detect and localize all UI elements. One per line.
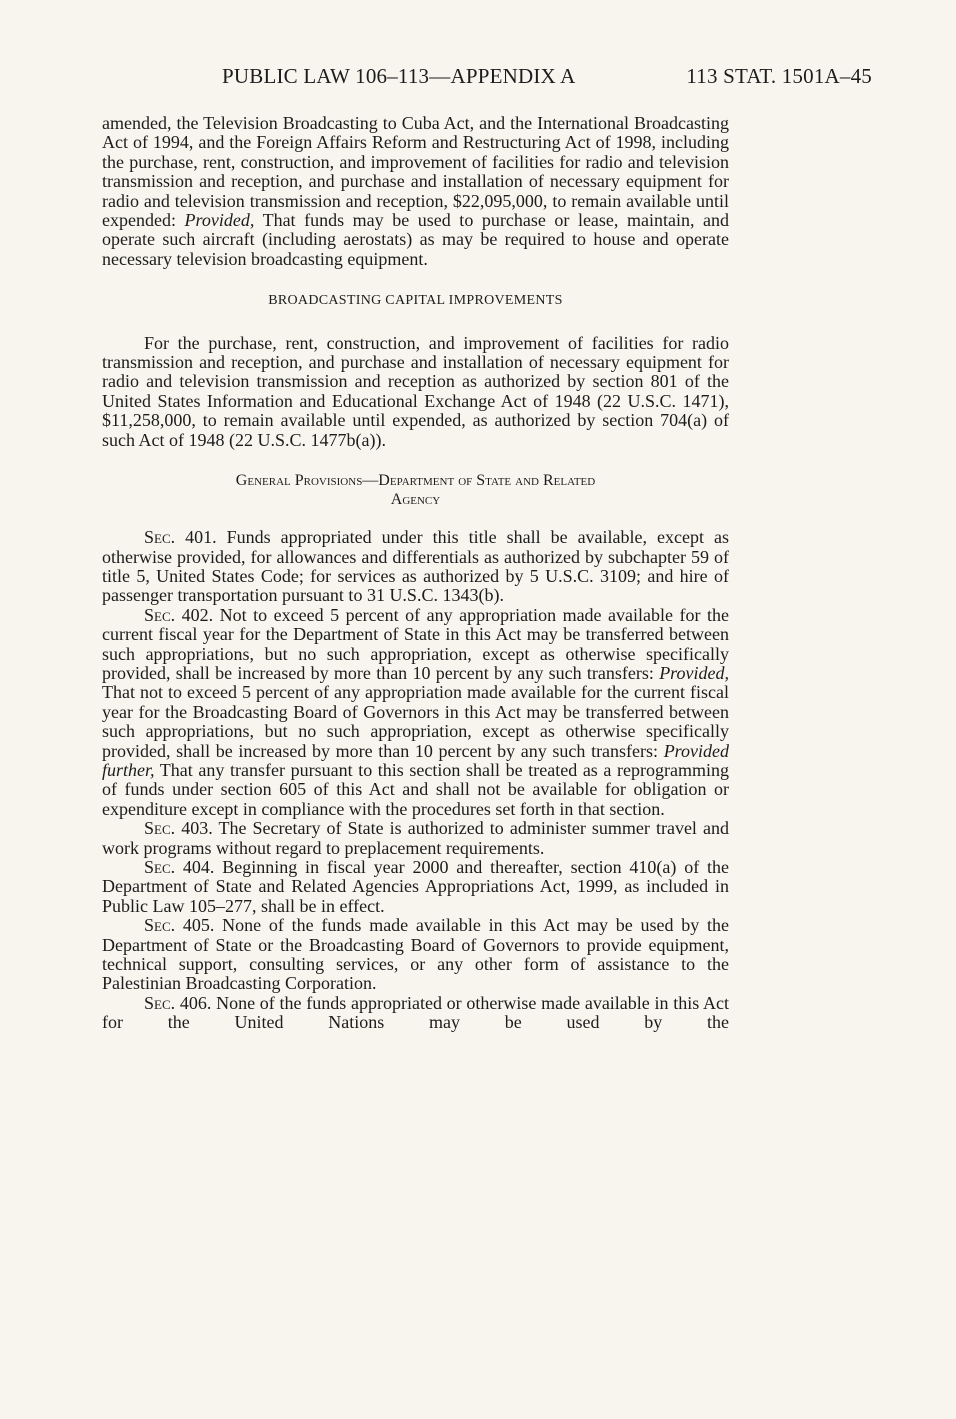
running-header-title: PUBLIC LAW 106–113—APPENDIX A [222,64,576,88]
page-citation: 113 STAT. 1501A–45 [686,64,872,88]
section-text: The Secretary of State is authorized to administer summer travel and work programs without regard to preplacement requirements. [102,818,729,858]
section-text: None of the funds appropriated or otherwise made available in this Act for the United Nations may be used by the [102,992,729,1033]
paragraph-text: That funds may be used to purchase or lease, maintain, and operate such aircraft (including aerostats) as may be required to house and operate necessary television broadcasting equipment. [102,210,729,269]
section-text: That not to exceed 5 percent of any appropriation made available for the current fiscal year for the Broadcasting Board of Governors in this Act may be transferred between such appropriations, but no such appropriation, except as otherwise specifically provided, shall be increased by more than 10 percent by any such transfers: [102,682,729,761]
paragraph-capital-improvements: For the purchase, rent, construction, and improvement of facilities for radio transmission and reception, and purchase and installation of necessary equipment for radio and television transmission and reception as authorized by section 801 of the United States Information and Educational Exchange Act of 1948 (22 U.S.C. 1471), $11,258,000, to remain available until expended, as authorized by section 704(a) of such Act of 1948 (22 U.S.C. 1477b(a)). [102,332,729,450]
section-heading-capital-improvements: BROADCASTING CAPITAL IMPROVEMENTS [268,293,563,309]
section-label: Sec. 402. [144,604,214,625]
section-label: Sec. 404. [144,857,215,877]
running-header [222,64,872,90]
section-404 [102,858,729,916]
section-text: Beginning in fiscal year 2000 and thereafter, section 410(a) of the Department of State and Related Agencies Appropriations Act, 1999, as included in Public Law 105–277, shall be in effect. [102,857,729,916]
paragraph-continued [102,114,729,269]
section-401 [102,528,729,606]
section-402 [102,606,729,819]
heading-line: General Provisions—Department of State and Related [235,472,596,490]
section-text: Not to exceed 5 percent of any appropriation made available for the current fiscal year for the Department of State in this Act may be transferred between such appropriations, but no such appropriation, except as otherwise specifically provided, shall be increased by more than 10 percent by any such transfers: [102,604,730,683]
section-label: Sec. 401. [144,527,217,548]
section-label: Sec. 405. [144,915,215,936]
section-text: None of the funds made available in this Act may be used by the Department of State or the Broadcasting Board of Governors to provide equipment, technical support, consulting services, or any other form of assistance to the Palestinian Broadcasting Corporation. [102,915,729,994]
page-body [102,114,729,1033]
paragraph-text: amended, the Television Broadcasting to Cuba Act, and the International Broadcasting Act of 1994, and the Foreign Affairs Reform and Restructuring Act of 1998, including the purchase, rent, construction, and improvement of facilities for radio and television transmission and reception, and purchase and installation of necessary equipment for radio and television transmission and reception, $22,095,000, to remain available until expended: [102,113,729,231]
section-406 [102,994,729,1033]
proviso-term: Provided further, [102,740,729,780]
section-heading-general-provisions [102,471,729,509]
section-text: Funds appropriated under this title shall be available, except as otherwise provided, for allowances and differentials as authorized by subchapter 59 of title 5, United States Code; for services as authorized by 5 U.S.C. 3109; and hire of passenger transportation pursuant to 31 U.S.C. 1343(b). [102,527,729,606]
section-label: Sec. 406. [144,992,212,1013]
heading-line: Agency [390,491,441,509]
proviso-term: Provided, [659,662,729,683]
section-text: That any transfer pursuant to this section shall be treated as a reprogramming of funds under section 605 of this Act and shall not be available for obligation or expenditure except in compliance with the procedures set forth in that section. [102,759,729,819]
section-label: Sec. 403. [144,818,213,839]
section-405 [102,916,729,994]
proviso-term: Provided, [184,210,255,231]
section-403 [102,819,729,858]
